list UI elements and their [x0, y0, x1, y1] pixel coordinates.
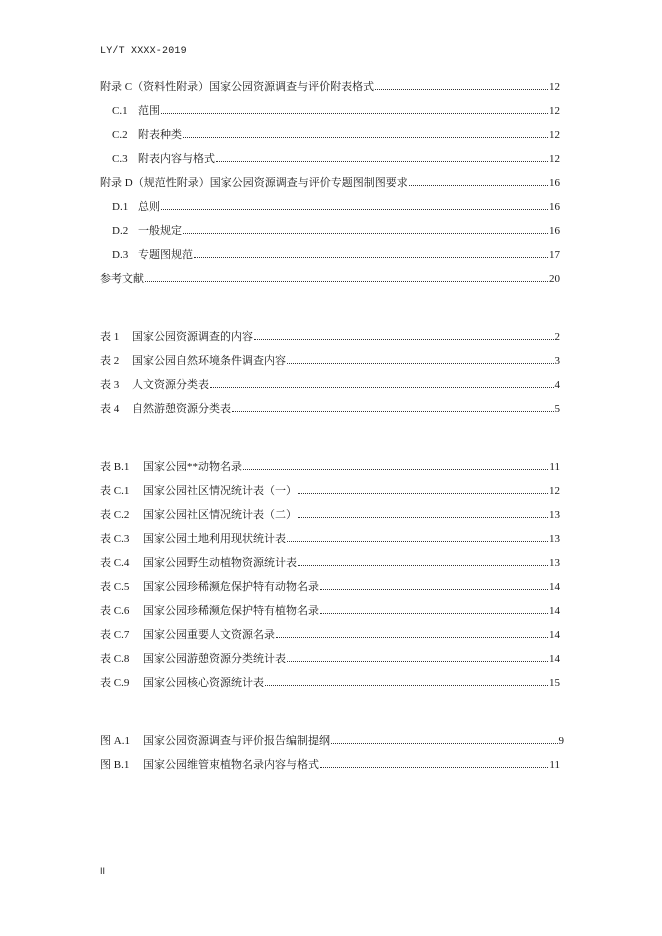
dot-leader — [183, 224, 548, 234]
toc-entry-page: 11 — [549, 759, 560, 771]
dot-leader — [298, 484, 548, 494]
toc-entry-page: 5 — [554, 403, 560, 415]
toc-entry-table-c3[interactable] — [100, 531, 560, 547]
dot-leader — [287, 354, 554, 364]
toc-entry-table-c9[interactable] — [100, 675, 560, 691]
toc-entry-appendix-d[interactable] — [100, 175, 560, 191]
toc-entry-title: 国家公园自然环境条件调查内容 — [132, 355, 286, 367]
toc-entry-title: 范围 — [138, 105, 160, 117]
dot-leader — [287, 652, 548, 662]
toc-entry-title: 国家公园核心资源统计表 — [143, 677, 264, 689]
toc-entry-c1[interactable] — [112, 103, 560, 119]
toc-entry-page: 14 — [549, 653, 560, 665]
toc-entry-label: C.3 — [112, 153, 128, 165]
toc-entry-label: 表 C.1 — [100, 485, 130, 497]
toc-entry-page: 20 — [549, 273, 560, 285]
toc-entry-table-c6[interactable] — [100, 603, 560, 619]
toc-entry-label: 表 C.4 — [100, 557, 130, 569]
toc-entry-label: 表 3 — [100, 379, 120, 391]
toc-entry-table-c5[interactable] — [100, 579, 560, 595]
toc-entry-page: 13 — [549, 533, 560, 545]
toc-entry-page: 12 — [549, 129, 560, 141]
toc-entry-label: D.1 — [112, 201, 129, 213]
toc-entry-label: D.3 — [112, 249, 129, 261]
toc-entry-title: 国家公园社区情况统计表（二） — [143, 509, 297, 521]
toc-entry-d1[interactable] — [112, 199, 560, 215]
toc-entry-page: 14 — [549, 629, 560, 641]
toc-entry-table-c7[interactable] — [100, 627, 560, 643]
toc-entry-page: 17 — [549, 249, 560, 261]
toc-entry-title: 附表内容与格式 — [138, 153, 215, 165]
dot-leader — [409, 176, 548, 186]
dot-leader — [232, 402, 554, 412]
toc-entry-table-2[interactable] — [100, 353, 560, 369]
toc-entry-title: 国家公园**动物名录 — [143, 461, 242, 473]
toc-entry-title: 国家公园资源调查与评价报告编制提纲 — [143, 735, 330, 747]
toc-entry-title: 专题图规范 — [138, 249, 193, 261]
toc-entry-page: 16 — [549, 225, 560, 237]
toc-entry-label: 表 4 — [100, 403, 120, 415]
toc-entry-label: 表 C.8 — [100, 653, 130, 665]
dot-leader — [320, 758, 548, 768]
toc-entry-page: 13 — [549, 557, 560, 569]
toc-entry-table-4[interactable] — [100, 401, 560, 417]
toc-entry-table-c1[interactable] — [100, 483, 560, 499]
toc-entry-label: 表 C.6 — [100, 605, 130, 617]
toc-entry-figure-a1[interactable] — [100, 733, 564, 749]
toc-entry-table-c2[interactable] — [100, 507, 560, 523]
toc-entry-title: 附表种类 — [138, 129, 182, 141]
toc-entry-title: 国家公园土地利用现状统计表 — [143, 533, 286, 545]
toc-entry-title: 一般规定 — [138, 225, 182, 237]
dot-leader — [276, 628, 548, 638]
toc-entry-table-c4[interactable] — [100, 555, 560, 571]
dot-leader — [183, 128, 548, 138]
document-code-header: LY/T XXXX-2019 — [100, 46, 187, 57]
toc-entry-label: 图 A.1 — [100, 735, 130, 747]
toc-entry-title: 国家公园野生动植物资源统计表 — [143, 557, 297, 569]
toc-entry-title: 人文资源分类表 — [132, 379, 209, 391]
toc-entry-label: 附录 D（规范性附录） — [100, 177, 210, 189]
toc-entry-label: 表 C.5 — [100, 581, 130, 593]
toc-entry-label: D.2 — [112, 225, 129, 237]
toc-entry-label: 表 C.9 — [100, 677, 130, 689]
toc-entry-page: 15 — [549, 677, 560, 689]
toc-entry-title: 国家公园珍稀濒危保护特有植物名录 — [143, 605, 319, 617]
toc-entry-table-b1[interactable] — [100, 459, 560, 475]
toc-entry-appendix-c[interactable] — [100, 79, 560, 95]
toc-entry-page: 12 — [549, 105, 560, 117]
dot-leader — [298, 556, 548, 566]
dot-leader — [210, 378, 554, 388]
toc-entry-page: 14 — [549, 605, 560, 617]
toc-entry-label: 表 C.7 — [100, 629, 130, 641]
toc-entry-c3[interactable] — [112, 151, 560, 167]
toc-entry-page: 3 — [554, 355, 560, 367]
toc-entry-title: 国家公园珍稀濒危保护特有动物名录 — [143, 581, 319, 593]
toc-entry-page: 12 — [549, 153, 560, 165]
dot-leader — [265, 676, 548, 686]
toc-entry-title: 参考文献 — [100, 273, 144, 285]
toc-entry-table-c8[interactable] — [100, 651, 560, 667]
toc-entry-page: 4 — [554, 379, 560, 391]
dot-leader — [145, 272, 548, 282]
toc-entry-references[interactable] — [100, 271, 560, 287]
dot-leader — [254, 330, 554, 340]
toc-entry-d2[interactable] — [112, 223, 560, 239]
toc-entry-label: 表 2 — [100, 355, 120, 367]
dot-leader — [331, 734, 558, 744]
toc-entry-title: 自然游憩资源分类表 — [132, 403, 231, 415]
toc-entry-page: 11 — [549, 461, 560, 473]
toc-entry-label: 表 C.3 — [100, 533, 130, 545]
toc-entry-label: 附录 C（资料性附录） — [100, 81, 210, 93]
toc-entry-table-3[interactable] — [100, 377, 560, 393]
toc-entry-page: 14 — [549, 581, 560, 593]
toc-entry-page: 12 — [549, 81, 560, 93]
dot-leader — [287, 532, 548, 542]
dot-leader — [194, 248, 548, 258]
toc-entry-page: 9 — [558, 735, 564, 747]
toc-entry-title: 国家公园重要人文资源名录 — [143, 629, 275, 641]
toc-entry-figure-b1[interactable] — [100, 757, 560, 773]
dot-leader — [216, 152, 548, 162]
toc-entry-title: 国家公园资源调查与评价附表格式 — [209, 81, 375, 93]
toc-entry-label: 表 1 — [100, 331, 120, 343]
toc-entry-page: 2 — [554, 331, 560, 343]
toc-entry-page: 16 — [549, 201, 560, 213]
dot-leader — [161, 200, 548, 210]
dot-leader — [320, 580, 548, 590]
toc-entry-page: 12 — [549, 485, 560, 497]
toc-entry-title: 国家公园社区情况统计表（一） — [143, 485, 297, 497]
dot-leader — [375, 80, 548, 90]
toc-entry-title: 国家公园游憩资源分类统计表 — [143, 653, 286, 665]
toc-entry-label: 表 C.2 — [100, 509, 130, 521]
toc-entry-label: C.2 — [112, 129, 128, 141]
toc-entry-d3[interactable] — [112, 247, 560, 263]
dot-leader — [243, 460, 548, 470]
dot-leader — [298, 508, 548, 518]
toc-entry-title: 总则 — [138, 201, 160, 213]
toc-entry-title: 国家公园资源调查的内容 — [132, 331, 253, 343]
toc-entry-c2[interactable] — [112, 127, 560, 143]
toc-entry-table-1[interactable] — [100, 329, 560, 345]
toc-entry-title: 国家公园资源调查与评价专题图制图要求 — [209, 177, 408, 189]
toc-entry-page: 16 — [549, 177, 560, 189]
dot-leader — [161, 104, 548, 114]
toc-entry-title: 国家公园维管束植物名录内容与格式 — [143, 759, 319, 771]
page-number-footer: II — [100, 866, 106, 876]
toc-entry-label: C.1 — [112, 105, 128, 117]
dot-leader — [320, 604, 548, 614]
toc-entry-page: 13 — [549, 509, 560, 521]
toc-entry-label: 表 B.1 — [100, 461, 130, 473]
toc-entry-label: 图 B.1 — [100, 759, 130, 771]
